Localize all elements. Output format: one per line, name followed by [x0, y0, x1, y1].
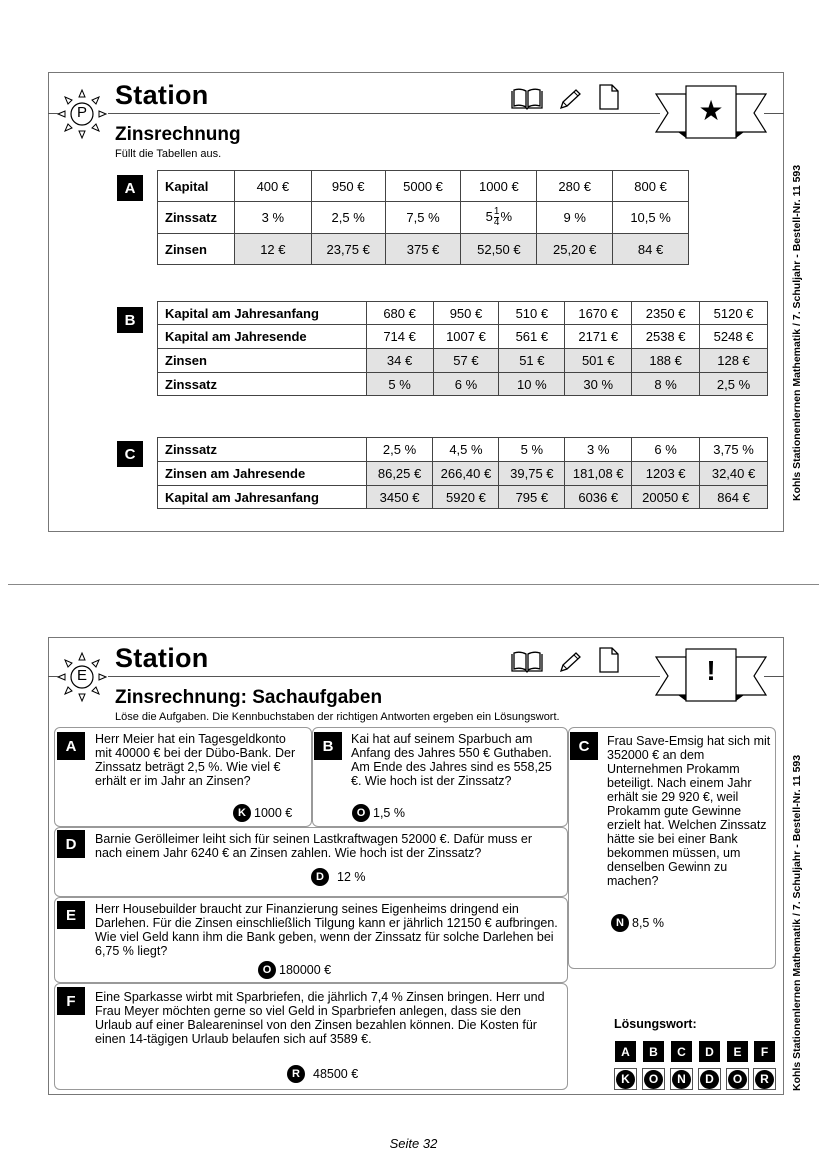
table-c-cell: 39,75 €	[499, 462, 565, 486]
table-a-cell: 25,20 €	[537, 234, 613, 265]
table-a-cell: 400 €	[234, 171, 311, 202]
table-a-cell: 280 €	[537, 171, 613, 202]
table-a-cell: 7,5 %	[385, 202, 461, 234]
problem-f-label: F	[57, 987, 85, 1015]
answer-letter-badge: R	[287, 1065, 305, 1083]
problem-e-label: E	[57, 901, 85, 929]
problem-b-answer	[352, 804, 405, 822]
table-a-cell: 950 €	[311, 171, 385, 202]
table-c-cell: 2,5 %	[366, 438, 433, 462]
table-a-cell: 3 %	[234, 202, 311, 234]
card2-subtitle: Zinsrechnung: Sachaufgaben	[115, 687, 383, 708]
banner-exclamation-icon: !	[706, 655, 716, 686]
table-c-cell: 3450 €	[366, 486, 433, 509]
table-a-cell: 2,5 %	[311, 202, 385, 234]
pencil-icon	[559, 88, 583, 110]
table-b-cell: 34 €	[366, 349, 433, 373]
solution-answer-slot	[614, 1068, 637, 1090]
answer-letter-badge: D	[311, 868, 329, 886]
answer-value: 1000 €	[254, 806, 293, 820]
table-c-cell: 864 €	[700, 486, 768, 509]
table-b-cell: 2350 €	[632, 302, 700, 325]
table-b-cell: 57 €	[433, 349, 499, 373]
problem-c-label: C	[570, 732, 598, 760]
table-c-cell: 6036 €	[565, 486, 632, 509]
sidebar-publisher-text: Kohls Stationenlernen Mathematik / 7. Schuljahr - Bestell-Nr. 11 593	[791, 754, 803, 1091]
table-b-cell: 950 €	[433, 302, 499, 325]
table-b-head: Kapital am Jahresanfang	[158, 302, 367, 325]
solution-letter-e: E	[727, 1041, 748, 1062]
document-icon	[599, 647, 619, 673]
station-title: Station	[115, 80, 209, 110]
table-a-label: A	[117, 175, 143, 201]
table-b-label: B	[117, 307, 143, 333]
table-b-cell: 2538 €	[632, 325, 700, 349]
table-b-cell: 501 €	[565, 349, 632, 373]
problem-e-answer	[258, 961, 331, 979]
pencil-icon	[559, 651, 583, 673]
solution-letter-c: C	[671, 1041, 692, 1062]
table-b-cell: 680 €	[366, 302, 433, 325]
answer-value: 12 %	[337, 870, 366, 884]
table-c-cell: 181,08 €	[565, 462, 632, 486]
table-a-cell: 800 €	[613, 171, 689, 202]
table-a-cell: 10,5 %	[613, 202, 689, 234]
problem-a-text: Herr Meier hat ein Tagesgeldkonto mit 40000 € bei der Dübo-Bank. Der Zinssatz beträgt 2,5 %. Wie viel € erhält er im Jahr an Zinsen?	[95, 732, 296, 788]
table-b-head: Zinssatz	[158, 373, 367, 396]
table-a-head-kapital: Kapital	[158, 171, 235, 202]
table-c-cell: 86,25 €	[366, 462, 433, 486]
table-c-cell: 3 %	[565, 438, 632, 462]
header-line-left	[48, 113, 58, 114]
problem-a-answer	[233, 804, 292, 822]
problem-b-text: Kai hat auf seinem Sparbuch am Anfang des Jahres 550 € Guthaben. Am Ende des Jahres sind es 558,25 €. Wie hoch ist der Zinssatz?	[351, 732, 552, 788]
problem-d-answer	[311, 868, 366, 886]
problem-f-answer	[287, 1065, 358, 1083]
answer-letter-badge: K	[233, 804, 251, 822]
table-c-label: C	[117, 441, 143, 467]
book-icon	[511, 88, 543, 110]
station-badge-letter: E	[76, 667, 87, 684]
page-divider	[8, 584, 819, 585]
table-b-head: Zinsen	[158, 349, 367, 373]
table-b-cell: 5 %	[366, 373, 433, 396]
table-c-cell: 795 €	[499, 486, 565, 509]
card1-instruction: Füllt die Tabellen aus.	[115, 148, 222, 160]
solution-letter-d: D	[699, 1041, 720, 1062]
table-b-cell: 188 €	[632, 349, 700, 373]
solution-answer-letter: R	[755, 1070, 774, 1089]
tool-icons	[511, 84, 619, 110]
problem-c-text: Frau Save-Emsig hat sich mit 352000 € an dem Unternehmen Prokamm beteiligt. Nach einem Jahr erhält sie 29 920 €, weil Prokamm gute Gewinne erzielt hat. Welchen Zinssatz hätte sie bei einer Bank bekommen müssen, um denselben Gewinn zu machen?	[607, 734, 771, 888]
table-b-cell: 51 €	[499, 349, 565, 373]
table-a-head-zinsen: Zinsen	[158, 234, 235, 265]
header-line	[108, 676, 660, 677]
banner-star-icon: ★	[698, 95, 724, 126]
problem-a-label: A	[57, 732, 85, 760]
station-title: Station	[115, 643, 209, 673]
document-icon	[599, 84, 619, 110]
solution-answer-letter: K	[616, 1070, 635, 1089]
table-c-cell: 32,40 €	[700, 462, 768, 486]
table-c-cell: 20050 €	[632, 486, 700, 509]
problem-c-answer	[611, 914, 664, 932]
table-c-cell: 3,75 %	[700, 438, 768, 462]
answer-value: 8,5 %	[632, 916, 664, 930]
table-b-cell: 2171 €	[565, 325, 632, 349]
table-a-cell: 12 €	[234, 234, 311, 265]
table-a-cell: 52,50 €	[461, 234, 537, 265]
table-c-cell: 4,5 %	[433, 438, 499, 462]
card1-subtitle: Zinsrechnung	[115, 124, 241, 145]
problem-b-label: B	[314, 732, 342, 760]
table-c-cell: 1203 €	[632, 462, 700, 486]
table-b-cell: 128 €	[700, 349, 768, 373]
table-c-head: Zinssatz	[158, 438, 367, 462]
table-a-cell: 1000 €	[461, 171, 537, 202]
table-b-cell: 10 %	[499, 373, 565, 396]
solution-letter-f: F	[754, 1041, 775, 1062]
card2-instruction: Löse die Aufgaben. Die Kennbuchstaben der richtigen Antworten ergeben ein Lösungswort.	[115, 711, 560, 723]
table-b-cell: 5120 €	[700, 302, 768, 325]
table-a-head-zinssatz: Zinssatz	[158, 202, 235, 234]
table-c-cell: 5920 €	[433, 486, 499, 509]
table-a-fraction-cell	[461, 202, 537, 234]
station-badge-letter: P	[76, 104, 87, 121]
answer-value: 48500 €	[313, 1067, 359, 1081]
header-line-left	[48, 676, 58, 677]
table-a-cell: 84 €	[613, 234, 689, 265]
problem-d-label: D	[57, 830, 85, 858]
table-c-head: Zinsen am Jahresende	[158, 462, 367, 486]
fraction-suffix: %	[500, 208, 513, 224]
problem-d-text: Barnie Gerölleimer leiht sich für seinen Lastkraftwagen 52000 €. Dafür muss er nach einem Jahr 6240 € an Zinsen zahlen. Wie hoch ist der Zinssatz?	[95, 832, 533, 860]
fraction-whole: 5	[485, 208, 493, 224]
table-a-cell: 23,75 €	[311, 234, 385, 265]
table-b-cell: 2,5 %	[700, 373, 768, 396]
header-line	[108, 113, 660, 114]
answer-letter-badge: O	[352, 804, 370, 822]
table-a	[157, 170, 689, 265]
answer-letter-badge: O	[258, 961, 276, 979]
solution-answer-slot	[670, 1068, 693, 1090]
solution-word-label: Lösungswort:	[614, 1017, 697, 1031]
solution-answer-letter: O	[644, 1070, 663, 1089]
table-b-cell: 1670 €	[565, 302, 632, 325]
table-b-cell: 510 €	[499, 302, 565, 325]
table-b-cell: 6 %	[433, 373, 499, 396]
solution-answer-slot	[753, 1068, 776, 1090]
table-c-cell: 5 %	[499, 438, 565, 462]
solution-answer-slot	[642, 1068, 665, 1090]
table-a-cell: 5000 €	[385, 171, 461, 202]
solution-answer-letter: O	[728, 1070, 747, 1089]
book-icon	[511, 651, 543, 673]
table-b-cell: 5248 €	[700, 325, 768, 349]
table-b-cell: 30 %	[565, 373, 632, 396]
solution-answer-letter: D	[700, 1070, 719, 1089]
tool-icons	[511, 647, 619, 673]
table-b-cell: 1007 €	[433, 325, 499, 349]
table-b-cell: 8 %	[632, 373, 700, 396]
answer-value: 180000 €	[279, 963, 332, 977]
answer-letter-badge: N	[611, 914, 629, 932]
table-b-cell: 561 €	[499, 325, 565, 349]
solution-letter-b: B	[643, 1041, 664, 1062]
solution-answer-slot	[698, 1068, 721, 1090]
table-c-cell: 266,40 €	[433, 462, 499, 486]
answer-value: 1,5 %	[373, 806, 405, 820]
solution-letter-a: A	[615, 1041, 636, 1062]
table-b-head: Kapital am Jahresende	[158, 325, 367, 349]
problem-e-text: Herr Housebuilder braucht zur Finanzierung seines Eigenheims dringend ein Darlehen. Für die Zinsen einschließlich Tilgung kann er jährlich 12150 € aufbringen. Wie viel Geld kann ihm die Bank geben, wenn der Zinssatz für solche Darlehen bei 6,75 % liegt?	[95, 902, 558, 958]
table-b	[157, 301, 768, 396]
solution-answer-slot	[726, 1068, 749, 1090]
fraction-numerator: 1	[493, 206, 500, 217]
page-number: Seite 32	[389, 1136, 438, 1151]
table-a-cell: 375 €	[385, 234, 461, 265]
table-c-head: Kapital am Jahresanfang	[158, 486, 367, 509]
fraction-denominator: 4	[493, 217, 500, 228]
table-a-cell: 9 %	[537, 202, 613, 234]
solution-answer-letter: N	[672, 1070, 691, 1089]
table-c	[157, 437, 768, 509]
table-b-cell: 714 €	[366, 325, 433, 349]
problem-f-text: Eine Sparkasse wirbt mit Sparbriefen, die jährlich 7,4 % Zinsen bringen. Herr und Frau Meyer möchten gerne so viel Geld in Sparbriefen anlegen, dass sie den Urlaub auf einer Baleareninsel von den Zinsen bezahlen können. Die Kosten für einen 14-tägigen Urlaub belaufen sich auf 3589 €.	[95, 990, 545, 1046]
sidebar-publisher-text: Kohls Stationenlernen Mathematik / 7. Schuljahr - Bestell-Nr. 11 593	[791, 164, 803, 501]
table-c-cell: 6 %	[632, 438, 700, 462]
